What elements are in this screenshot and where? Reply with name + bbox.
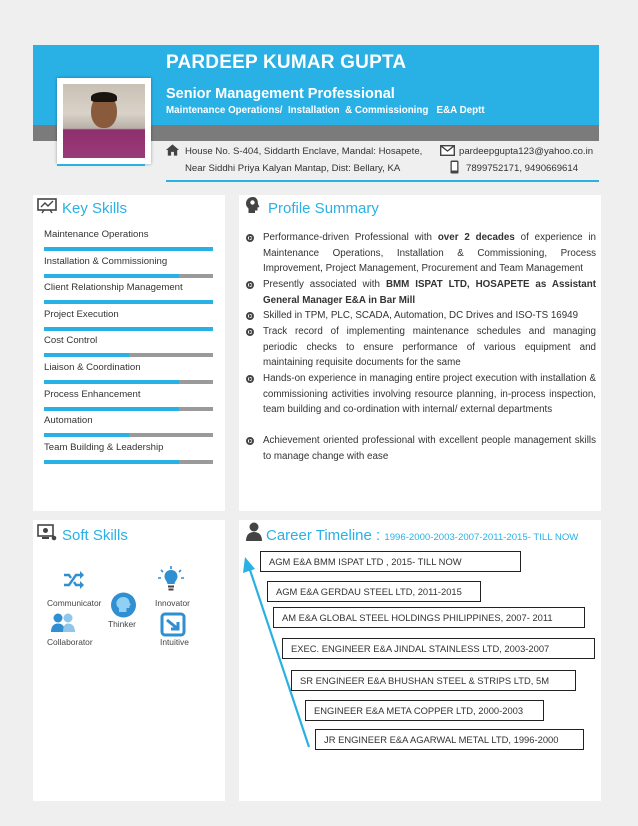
profile-text: Achievement oriented professional with excellent people management skills to manage change with ease (263, 435, 596, 462)
soft-skill-collaborator: Collaborator (47, 637, 93, 647)
profile-summary-heading: Profile Summary (268, 200, 379, 217)
profile-text: Skilled in TPM, PLC, SCADA, Automation, DC Drives and ISO-TS 16949 (263, 310, 579, 321)
profile-summary-item (263, 324, 596, 371)
timeline-entry: AGM E&A GERDAU STEEL LTD, 2011-2015 (267, 581, 481, 602)
soft-skills-monitor-icon (37, 524, 57, 542)
career-timeline-heading (266, 527, 578, 544)
key-skill-bar-fill (44, 327, 213, 331)
key-skills-heading: Key Skills (62, 200, 128, 217)
photo-underline (57, 164, 145, 166)
key-skill-bar (44, 274, 213, 278)
phone-icon (450, 160, 459, 174)
phone-number: 7899752171, 9490669614 (466, 163, 579, 174)
key-skill-bar-fill (44, 300, 213, 304)
profile-summary-item (263, 277, 596, 308)
profile-text-bold: BMM ISPAT LTD, HOSAPETE as Assistant General Manager E&A in Bar Mill (263, 279, 597, 306)
career-timeline-years: 1996-2000-2003-2007-2011-2015- TILL NOW (384, 532, 579, 543)
key-skill-label: Project Execution (44, 308, 119, 320)
profile-summary-item (263, 308, 596, 324)
key-skill-bar-fill (44, 460, 179, 464)
key-skill-bar (44, 353, 213, 357)
timeline-entry: SR ENGINEER E&A BHUSHAN STEEL & STRIPS LTD, 5M (291, 670, 576, 691)
shuffle-arrows-icon (62, 570, 84, 590)
bullet-icon (246, 437, 254, 445)
soft-skill-communicator: Communicator (47, 598, 102, 608)
address-line-2: Near Siddhi Priya Kalyan Mantap, Dist: Bellary, KA (185, 163, 401, 174)
key-skill-bar (44, 300, 213, 304)
skills-board-icon (37, 198, 57, 214)
bullet-icon (246, 312, 254, 320)
key-skill-bar (44, 407, 213, 411)
home-icon (165, 143, 180, 157)
bullet-icon (246, 375, 254, 383)
header-rule (166, 180, 599, 182)
key-skill-bar-fill (44, 274, 179, 278)
key-skill-label: Cost Control (44, 335, 98, 347)
key-skill-label: Team Building & Leadership (44, 441, 164, 453)
collaborator-people-icon (50, 612, 76, 634)
bullet-icon (246, 328, 254, 336)
timeline-entry: EXEC. ENGINEER E&A JINDAL STAINLESS LTD, 2003-2007 (282, 638, 595, 659)
bullet-icon (246, 281, 254, 289)
email-link[interactable]: pardeepgupta123@yahoo.co.in (459, 146, 594, 157)
key-skill-bar (44, 380, 213, 384)
profile-text: Track record of implementing maintenance schedules and managing periodic checks to ensure performance of various equipment and maintaining requisite documents for the same (263, 326, 596, 369)
key-skill-bar-fill (44, 380, 179, 384)
profile-text: Presently associated with (263, 279, 386, 290)
key-skill-bar-fill (44, 433, 129, 437)
candidate-title: Senior Management Professional (166, 86, 395, 102)
key-skill-label: Client Relationship Management (44, 282, 183, 294)
lightbulb-icon (158, 565, 184, 593)
profile-summary-item (263, 371, 596, 418)
address-line-1: House No. S-404, Siddarth Enclave, Mandal: Hosapete, (185, 146, 423, 157)
brain-head-icon (245, 196, 261, 214)
career-timeline-title: Career Timeline : (266, 527, 381, 544)
profile-summary-item (263, 230, 596, 277)
key-skill-bar (44, 327, 213, 331)
soft-skill-intuitive: Intuitive (160, 637, 189, 647)
soft-skill-innovator: Innovator (155, 598, 190, 608)
timeline-entry: JR ENGINEER E&A AGARWAL METAL LTD, 1996-2000 (315, 729, 584, 750)
soft-skills-heading: Soft Skills (62, 527, 128, 544)
candidate-name: PARDEEP KUMAR GUPTA (166, 52, 407, 73)
timeline-entry: ENGINEER E&A META COPPER LTD, 2000-2003 (305, 700, 544, 721)
key-skill-bar (44, 433, 213, 437)
thinker-head-icon (110, 592, 137, 618)
profile-text: Performance-driven Professional with (263, 232, 438, 243)
candidate-subtitle: Maintenance Operations/ Installation & Commissioning E&A Deptt (166, 105, 485, 116)
key-skill-label: Installation & Commissioning (44, 255, 168, 267)
key-skill-label: Liaison & Coordination (44, 362, 141, 373)
bullet-icon (246, 234, 254, 242)
soft-skill-thinker: Thinker (108, 619, 136, 629)
profile-photo (57, 78, 151, 164)
timeline-entry: AGM E&A BMM ISPAT LTD , 2015- TILL NOW (260, 551, 521, 572)
key-skill-label: Maintenance Operations (44, 229, 149, 240)
person-icon (245, 522, 263, 541)
key-skill-bar (44, 247, 213, 251)
timeline-entry: AM E&A GLOBAL STEEL HOLDINGS PHILIPPINES, 2007- 2011 (273, 607, 585, 628)
profile-text-bold: over 2 decades (437, 232, 515, 243)
key-skill-bar-fill (44, 407, 179, 411)
key-skill-bar-fill (44, 247, 213, 251)
profile-text: of experience in Maintenance Operations, Installation & Commissioning, Process Improvement, Project Management, Procurement and Team Management (263, 232, 597, 275)
key-skill-bar-fill (44, 353, 129, 357)
mail-icon (440, 145, 455, 156)
profile-text: Hands-on experience in managing entire project execution with installation & commissioning activities involving resource planning, in-process inspection, team building and co-ordination with internal/ external departments (263, 373, 596, 416)
profile-summary-item (263, 433, 596, 464)
key-skill-label: Process Enhancement (44, 388, 141, 400)
soft-skills-panel (33, 520, 225, 801)
key-skill-label: Automation (44, 415, 93, 427)
key-skill-bar (44, 460, 213, 464)
intuitive-arrows-icon (160, 612, 186, 637)
